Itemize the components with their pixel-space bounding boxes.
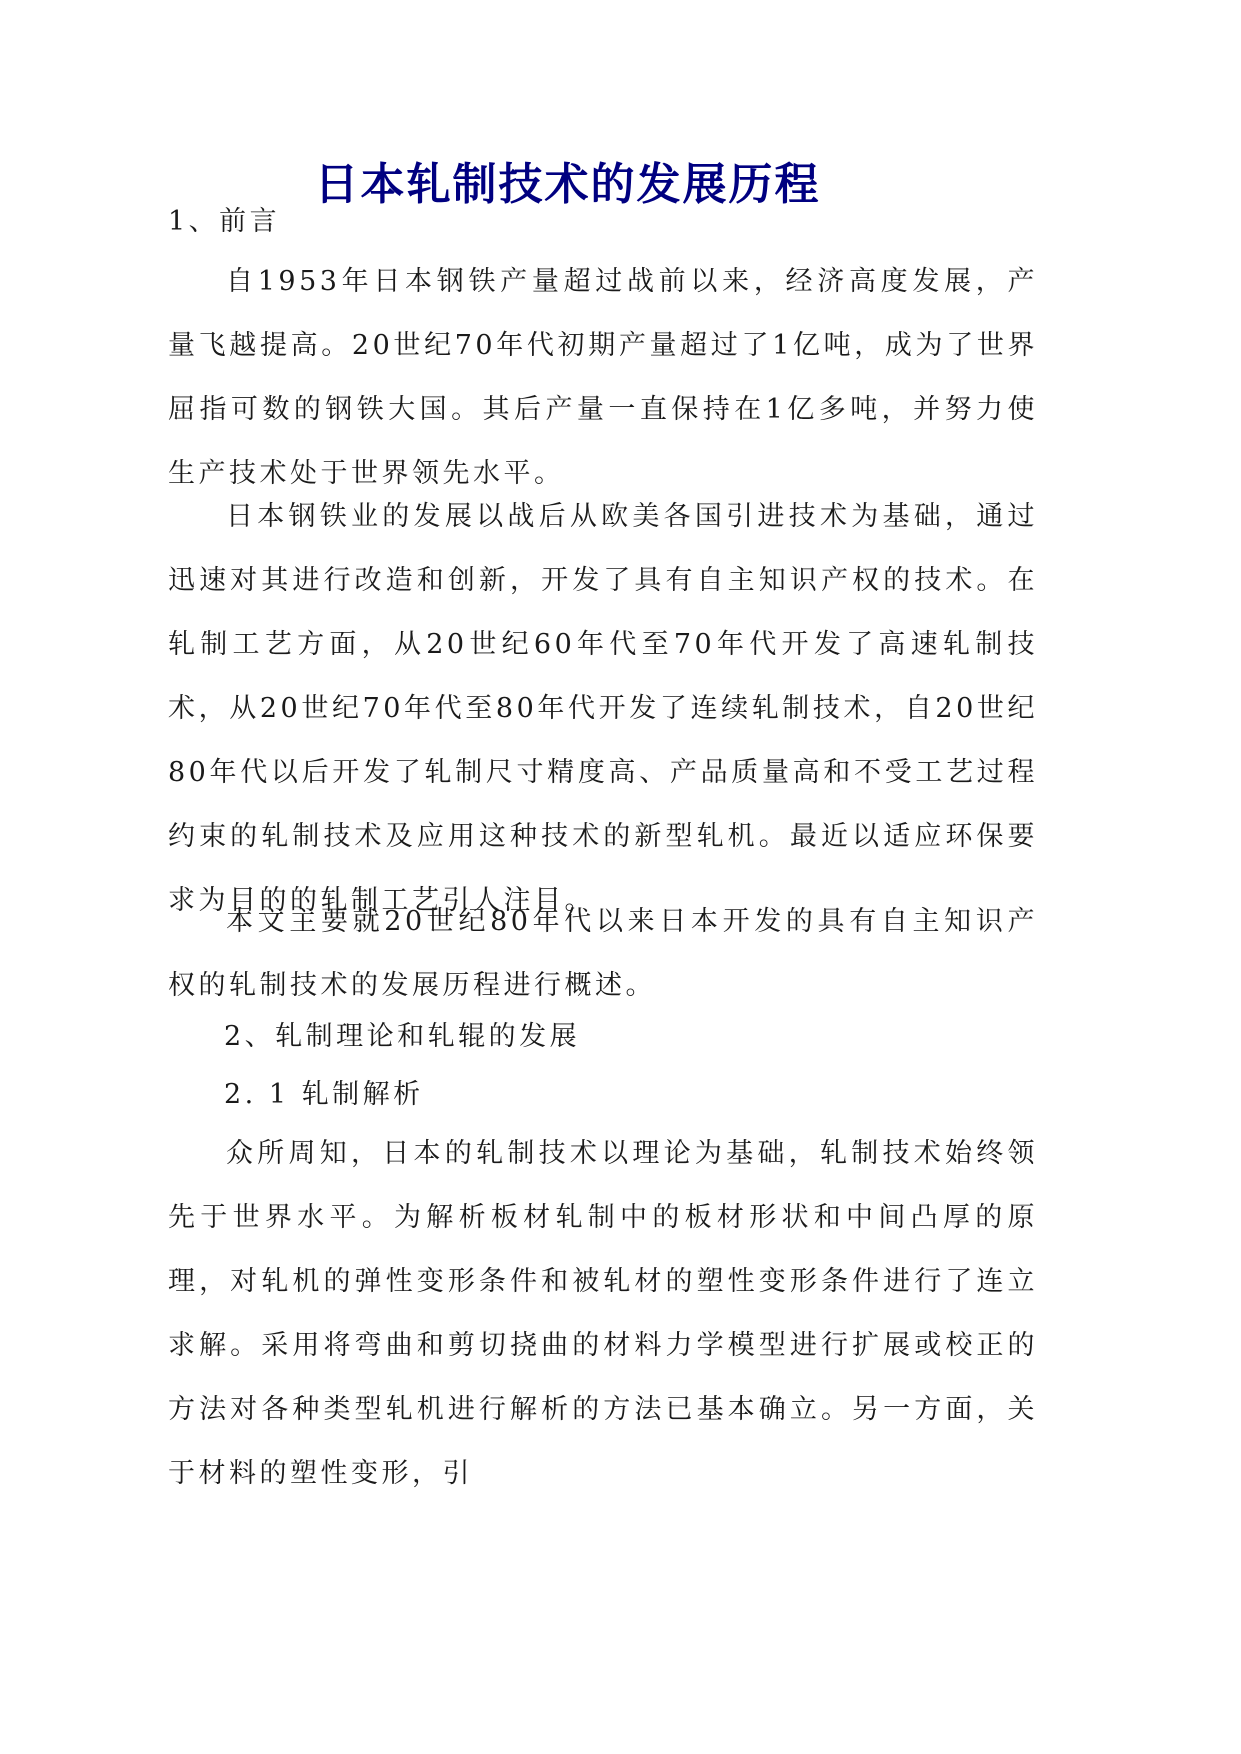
paragraph-intro-3: 本文主要就20世纪80年代以来日本开发的具有自主知识产权的轧制技术的发展历程进行概述。 [168,906,1038,1001]
paragraph-intro-2: 日本钢铁业的发展以战后从欧美各国引进技术为基础，通过迅速对其进行改造和创新，开发了具有自主知识产权的技术。在轧制工艺方面，从20世纪60年代至70年代开发了高速轧制技术，从20世纪70年代至80年代开发了连续轧制技术，自20世纪80年代以后开发了轧制尺寸精度高、产品质量高和不受工艺过程约束的轧制技术及应用这种技术的新型轧机。最近以适应环保要求为目的的轧制工艺引人注目。 [168,501,1038,916]
paragraph-intro-1: 自1953年日本钢铁产量超过战前以来，经济高度发展，产量飞越提高。20世纪70年代初期产量超过了1亿吨，成为了世界屈指可数的钢铁大国。其后产量一直保持在1亿多吨，并努力使生产技术处于世界领先水平。 [168,266,1038,489]
paragraph-rolling-analysis: 众所周知，日本的轧制技术以理论为基础，轧制技术始终领先于世界水平。为解析板材轧制中的板材形状和中间凸厚的原理，对轧机的弹性变形条件和被轧材的塑性变形条件进行了连立求解。采用将弯曲和剪切挠曲的材料力学模型进行扩展或校正的方法对各种类型轧机进行解析的方法已基本确立。另一方面，关于材料的塑性变形，引 [168,1138,1038,1489]
section-1-heading: 1、前言 [168,206,281,237]
section-2-heading: 2、轧制理论和轧辊的发展 [224,1021,581,1052]
document-title: 日本轧制技术的发展历程 [314,159,821,210]
section-2-1-heading: 2. 1 轧制解析 [224,1079,424,1110]
